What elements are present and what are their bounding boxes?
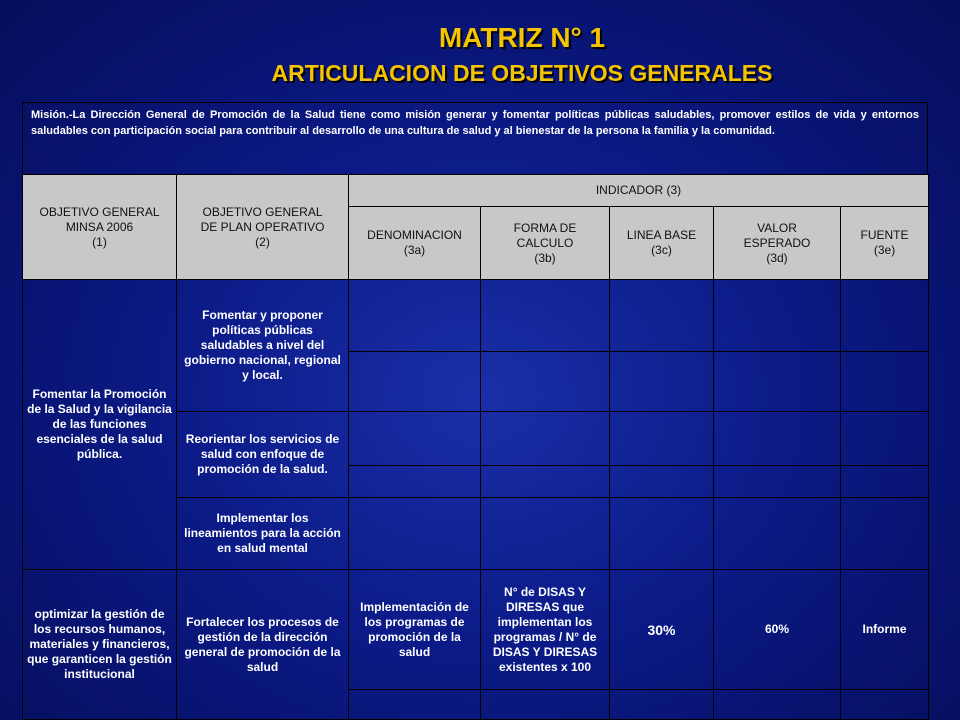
empty-cell — [610, 466, 714, 498]
objetivo-operativo-4: Fortalecer los procesos de gestión de la dirección general de promoción de la salud — [177, 570, 349, 720]
objetivo-operativo-1: Fomentar y proponer políticas públicas saludables a nivel del gobierno nacional, regional y local. — [177, 280, 349, 412]
indicador-valor-esperado: 60% — [714, 570, 841, 690]
header-linea-base: LINEA BASE (3c) — [610, 207, 714, 280]
empty-cell — [610, 498, 714, 570]
empty-cell — [349, 498, 481, 570]
mission-text: Misión.-La Dirección General de Promoción de la Salud tiene como misión generar y fomentar políticas públicas saludables, promover estilos de vida y entornos saludables con participación social para contribuir al desarrollo de una cultura de salud y al bienestar de la persona la familia y la comunidad. — [22, 102, 928, 174]
empty-cell — [481, 690, 610, 720]
empty-cell — [714, 280, 841, 352]
empty-cell — [481, 466, 610, 498]
objectives-matrix — [22, 174, 929, 720]
header-forma-calculo: FORMA DE CALCULO (3b) — [481, 207, 610, 280]
page-subtitle: ARTICULACION DE OBJETIVOS GENERALES — [271, 60, 773, 86]
empty-cell — [841, 466, 929, 498]
objetivo-general-2: optimizar la gestión de los recursos humanos, materiales y financieros, que garanticen la gestión institucional — [23, 570, 177, 720]
empty-cell — [714, 352, 841, 412]
page-title: MATRIZ N° 1 — [438, 22, 606, 53]
empty-cell — [714, 690, 841, 720]
empty-cell — [481, 412, 610, 466]
indicador-forma-calculo: N° de DISAS Y DIRESAS que implementan los programas / N° de DISAS Y DIRESAS existentes x 100 — [481, 570, 610, 690]
empty-cell — [841, 690, 929, 720]
empty-cell — [481, 280, 610, 352]
empty-cell — [610, 280, 714, 352]
indicador-linea-base: 30% — [610, 570, 714, 690]
header-denominacion: DENOMINACION (3a) — [349, 207, 481, 280]
indicador-denominacion: Implementación de los programas de promoción de la salud — [349, 570, 481, 690]
objetivo-operativo-2: Reorientar los servicios de salud con enfoque de promoción de la salud. — [177, 412, 349, 498]
empty-cell — [349, 412, 481, 466]
empty-cell — [481, 352, 610, 412]
empty-cell — [610, 352, 714, 412]
empty-cell — [841, 280, 929, 352]
header-fuente: FUENTE (3e) — [841, 207, 929, 280]
empty-cell — [349, 466, 481, 498]
empty-cell — [481, 498, 610, 570]
indicador-fuente: Informe — [841, 570, 929, 690]
empty-cell — [349, 280, 481, 352]
header-indicador: INDICADOR (3) — [349, 175, 929, 207]
empty-cell — [841, 412, 929, 466]
empty-cell — [610, 690, 714, 720]
empty-cell — [714, 412, 841, 466]
empty-cell — [610, 412, 714, 466]
objetivo-general-1: Fomentar la Promoción de la Salud y la vigilancia de las funciones esenciales de la salud pública. — [23, 280, 177, 570]
header-objetivo-plan: OBJETIVO GENERAL DE PLAN OPERATIVO (2) — [177, 175, 349, 280]
header-objetivo-minsa: OBJETIVO GENERAL MINSA 2006 (1) — [23, 175, 177, 280]
empty-cell — [841, 352, 929, 412]
header-valor-esperado: VALOR ESPERADO (3d) — [714, 207, 841, 280]
empty-cell — [349, 690, 481, 720]
objetivo-operativo-3: Implementar los lineamientos para la acción en salud mental — [177, 498, 349, 570]
empty-cell — [714, 466, 841, 498]
empty-cell — [841, 498, 929, 570]
empty-cell — [349, 352, 481, 412]
empty-cell — [714, 498, 841, 570]
